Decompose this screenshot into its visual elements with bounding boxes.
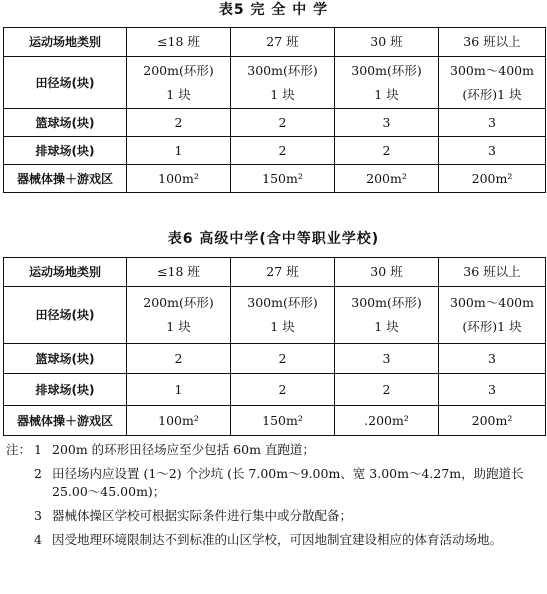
notes-prefix: 注： <box>6 442 32 457</box>
table-5-caption: 表5 完 全 中 学 <box>218 2 329 18</box>
table-row <box>4 165 546 193</box>
note-text: 因受地理环境限制达不到标准的山区学校，可因地制宜建设相应的体育活动场地。 <box>52 532 503 547</box>
table-cell: 150m² <box>231 406 335 436</box>
header-cell-category: 运动场地类别 <box>4 258 127 287</box>
note-item <box>6 531 544 549</box>
note-text: 田径场内应设置 (1～2) 个沙坑 (长 7.00m～9.00m、宽 3.00m～4.27m，助跑道长 25.00～45.00m)； <box>52 466 524 499</box>
table-cell: 2 <box>231 137 335 165</box>
note-number: 1 <box>34 442 42 457</box>
table-cell: 200m(环形) 1 块 <box>127 287 231 344</box>
table-cell: 2 <box>335 137 439 165</box>
table-cell: 200m(环形) 1 块 <box>127 57 231 109</box>
table-cell: .200m² <box>335 406 439 436</box>
row-label: 田径场(块) <box>4 287 127 344</box>
header-cell: 36 班以上 <box>439 258 546 287</box>
table-cell: 300m(环形) 1 块 <box>231 287 335 344</box>
table-cell: 3 <box>439 344 546 374</box>
header-cell: 27 班 <box>231 258 335 287</box>
table-cell: 300m～400m (环形)1 块 <box>439 287 546 344</box>
table-5 <box>3 27 546 193</box>
note-number: 3 <box>34 508 42 523</box>
header-cell: 30 班 <box>335 258 439 287</box>
table-cell: 100m² <box>127 406 231 436</box>
table-row <box>4 137 546 165</box>
table-header-row <box>4 258 546 287</box>
header-cell: ≤18 班 <box>127 258 231 287</box>
header-cell-category: 运动场地类别 <box>4 28 127 57</box>
row-label: 器械体操＋游戏区 <box>4 165 127 193</box>
row-label: 篮球场(块) <box>4 109 127 137</box>
table-cell: 300m～400m (环形)1 块 <box>439 57 546 109</box>
note-text: 器械体操区学校可根据实际条件进行集中或分散配备； <box>52 508 353 523</box>
table-cell: 200m² <box>439 165 546 193</box>
table-row <box>4 374 546 406</box>
table-cell: 150m² <box>231 165 335 193</box>
table-cell: 2 <box>127 109 231 137</box>
note-number: 2 <box>34 466 42 481</box>
table-cell: 100m² <box>127 165 231 193</box>
header-cell: 27 班 <box>231 28 335 57</box>
header-cell: ≤18 班 <box>127 28 231 57</box>
table-6-caption: 表6 高级中学(含中等职业学校) <box>167 231 380 247</box>
table-cell: 2 <box>231 109 335 137</box>
note-item <box>6 441 544 459</box>
table-cell: 200m² <box>439 406 546 436</box>
table-cell: 2 <box>335 374 439 406</box>
table-cell: 300m(环形) 1 块 <box>335 57 439 109</box>
table-cell: 3 <box>439 137 546 165</box>
table-row <box>4 109 546 137</box>
note-text: 200m 的环形田径场应至少包括 60m 直跑道； <box>52 442 315 457</box>
header-cell: 30 班 <box>335 28 439 57</box>
note-item <box>6 465 544 501</box>
row-label: 田径场(块) <box>4 57 127 109</box>
table-cell: 2 <box>127 344 231 374</box>
row-label: 器械体操＋游戏区 <box>4 406 127 436</box>
table-cell: 3 <box>439 374 546 406</box>
table-cell: 1 <box>127 137 231 165</box>
table-cell: 300m(环形) 1 块 <box>335 287 439 344</box>
table-cell: 300m(环形) 1 块 <box>231 57 335 109</box>
notes-section <box>6 441 544 555</box>
table-cell: 2 <box>231 344 335 374</box>
table-row <box>4 406 546 436</box>
table-cell: 3 <box>335 109 439 137</box>
table-6 <box>3 257 546 436</box>
table-cell: 200m² <box>335 165 439 193</box>
table-cell: 1 <box>127 374 231 406</box>
header-cell: 36 班以上 <box>439 28 546 57</box>
row-label: 排球场(块) <box>4 374 127 406</box>
table-row <box>4 287 546 344</box>
table-cell: 2 <box>231 374 335 406</box>
table-row <box>4 344 546 374</box>
note-number: 4 <box>34 532 42 547</box>
row-label: 篮球场(块) <box>4 344 127 374</box>
table-row <box>4 57 546 109</box>
row-label: 排球场(块) <box>4 137 127 165</box>
note-item <box>6 507 544 525</box>
table-cell: 3 <box>439 109 546 137</box>
table-cell: 3 <box>335 344 439 374</box>
table-header-row <box>4 28 546 57</box>
